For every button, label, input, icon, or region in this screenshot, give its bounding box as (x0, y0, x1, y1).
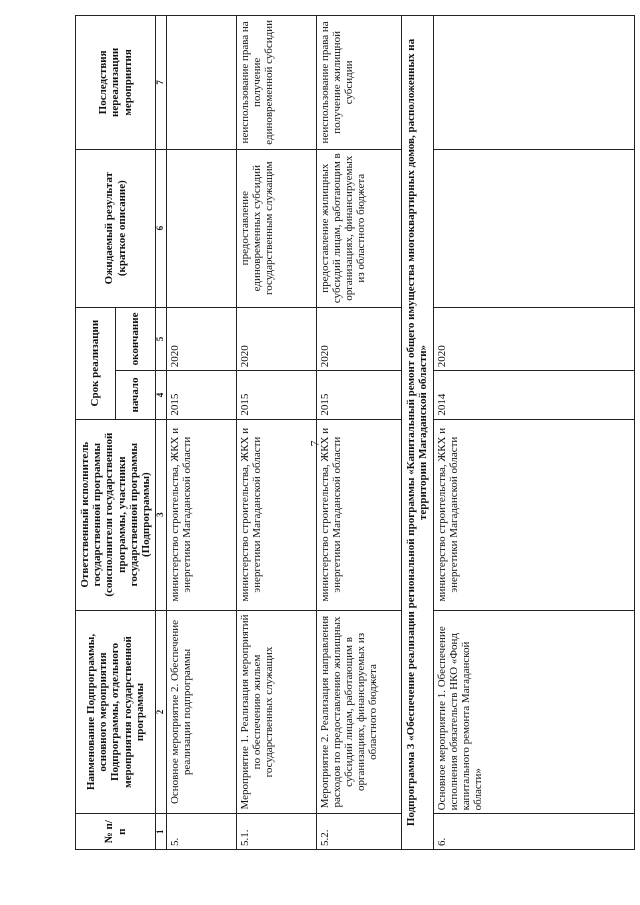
cell-result: предоставление жилищных субсидий лицам, работающим в организациях, финансируемых из областного бюджета (316, 149, 401, 307)
cell-consequences (166, 16, 236, 150)
cell-result (433, 149, 634, 307)
cell-end: 2020 (166, 307, 236, 371)
rotated-table-container (75, 15, 635, 850)
table-row (236, 16, 316, 850)
cell-consequences (433, 16, 634, 150)
cell-result: предоставление единовременных субсидий государственным служащим (236, 149, 316, 307)
col-number: 2 (156, 610, 167, 814)
header-name: Наименование Подпрограммы, основного мероприятия Подпрограммы, отдельного мероприятия государственной программы (76, 610, 156, 814)
cell-end: 2020 (316, 307, 401, 371)
table-row (166, 16, 236, 850)
col-number: 3 (156, 419, 167, 610)
cell-name: Мероприятие 2. Реализация направления расходов по предоставлению жилищных субсидий лицам, работающим в организациях, финансируемых из областного бюджета (316, 610, 401, 814)
table-row (433, 16, 634, 850)
cell-end: 2020 (433, 307, 634, 371)
col-number: 7 (156, 16, 167, 150)
header-consequences: Последствия нереализации мероприятия (76, 16, 156, 150)
header-num: № п/п (76, 814, 156, 850)
cell-start: 2015 (166, 371, 236, 419)
cell-num: 5. (166, 814, 236, 850)
page-number: 7 (307, 440, 322, 447)
cell-responsible: министерство строительства, ЖКХ и энергетики Магаданской области (236, 419, 316, 610)
cell-consequences: неиспользование права на получение жилищной субсидии (316, 16, 401, 150)
cell-result (166, 149, 236, 307)
col-number: 4 (156, 371, 167, 419)
col-number: 1 (156, 814, 167, 850)
header-term: Срок реализации (76, 307, 116, 419)
cell-end: 2020 (236, 307, 316, 371)
cell-num: 6. (433, 814, 634, 850)
cell-num: 5.1. (236, 814, 316, 850)
cell-consequences: неиспользование права на получение единовременной субсидии (236, 16, 316, 150)
table-row (316, 16, 401, 850)
col-number: 5 (156, 307, 167, 371)
header-start: начало (116, 371, 156, 419)
header-result: Ожидаемый результат (краткое описание) (76, 149, 156, 307)
cell-num: 5.2. (316, 814, 401, 850)
cell-name: Мероприятие 1. Реализация мероприятий по обеспечению жильем государственных служащих (236, 610, 316, 814)
col-number: 6 (156, 149, 167, 307)
cell-start: 2015 (316, 371, 401, 419)
cell-responsible: министерство строительства, ЖКХ и энергетики Магаданской области (166, 419, 236, 610)
cell-start: 2015 (236, 371, 316, 419)
header-end: окончание (116, 307, 156, 371)
cell-responsible: министерство строительства, ЖКХ и энергетики Магаданской области (316, 419, 401, 610)
header-responsible: Ответственный исполнитель государственной программы (соисполнители государственной программы, участники государственной программы (Подпрограммы) (76, 419, 156, 610)
cell-start: 2014 (433, 371, 634, 419)
cell-name: Основное мероприятие 2. Обеспечение реализации подпрограммы (166, 610, 236, 814)
cell-responsible: министерство строительства, ЖКХ и энергетики Магаданской области (433, 419, 634, 610)
cell-name: Основное мероприятие 1. Обеспечение исполнения обязательств НКО «Фонд капитального ремонта Магаданской области» (433, 610, 634, 814)
program-table (75, 15, 635, 850)
subprogram-title: Подпрограмма 3 «Обеспечение реализации региональной программы «Капитальный ремонт общего имущества многоквартирных домов, расположенных на территории Магаданской области» (401, 16, 433, 850)
